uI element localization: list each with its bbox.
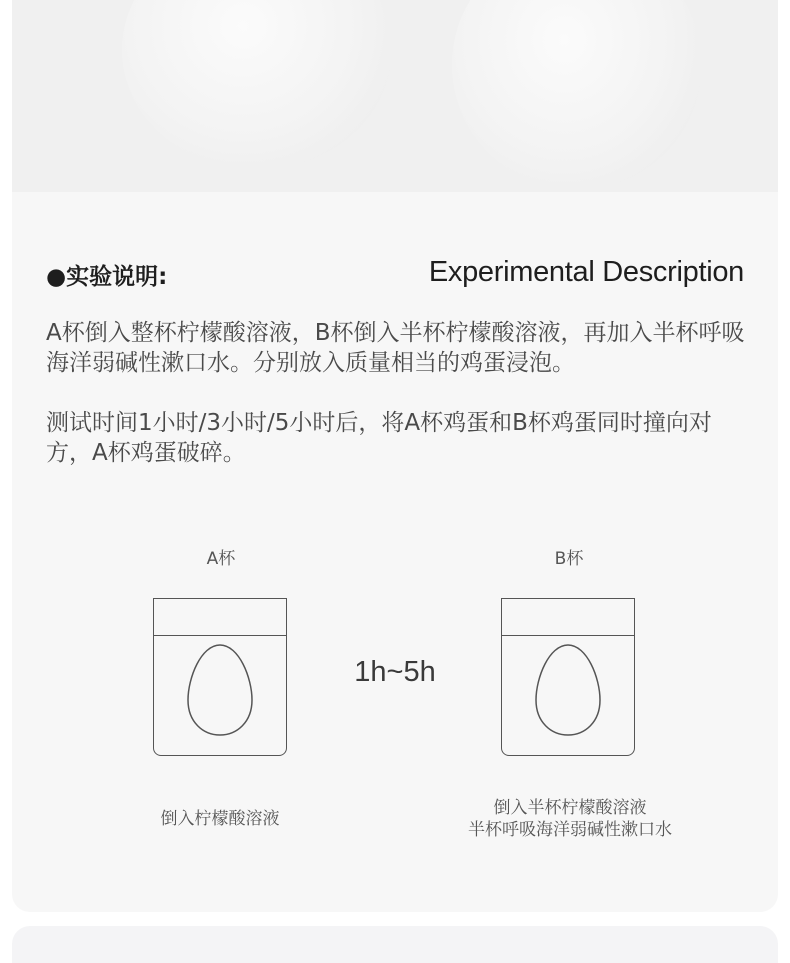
cup-a-caption-line-1: 倒入柠檬酸溶液 <box>160 809 280 829</box>
cup-b-caption-line-2: 半杯呼吸海洋弱碱性漱口水 <box>468 820 672 840</box>
description-paragraph-2: 测试时间1小时/3小时/5小时后，将A杯鸡蛋和B杯鸡蛋同时撞向对方，A杯鸡蛋破碎。 <box>46 410 712 466</box>
egg-icon <box>535 644 601 736</box>
cup-b-caption-line-1: 倒入半杯柠檬酸溶液 <box>493 798 647 818</box>
cup-a-liquid-line <box>154 635 286 636</box>
egg-product-photo <box>12 0 778 192</box>
cup-b-label: B杯 <box>554 549 584 569</box>
egg-photo-left <box>122 0 392 170</box>
next-section-card <box>12 926 778 963</box>
cup-a-caption <box>120 808 320 830</box>
description-paragraph-1: A杯倒入整杯柠檬酸溶液，B杯倒入半杯柠檬酸溶液，再加入半杯呼吸海洋弱碱性漱口水。分别放入质量相当的鸡蛋浸泡。 <box>46 320 745 376</box>
cup-b-icon <box>501 598 635 756</box>
section-title-en: Experimental Description <box>428 256 744 288</box>
cup-b-liquid-line <box>502 635 634 636</box>
section-title-cn: ●实验说明: <box>46 264 168 290</box>
soak-duration: 1h~5h <box>354 656 436 688</box>
cup-b-caption <box>420 797 720 841</box>
cup-a-icon <box>153 598 287 756</box>
cup-a-label: A杯 <box>206 549 236 569</box>
egg-photo-right <box>452 0 702 190</box>
egg-icon <box>187 644 253 736</box>
